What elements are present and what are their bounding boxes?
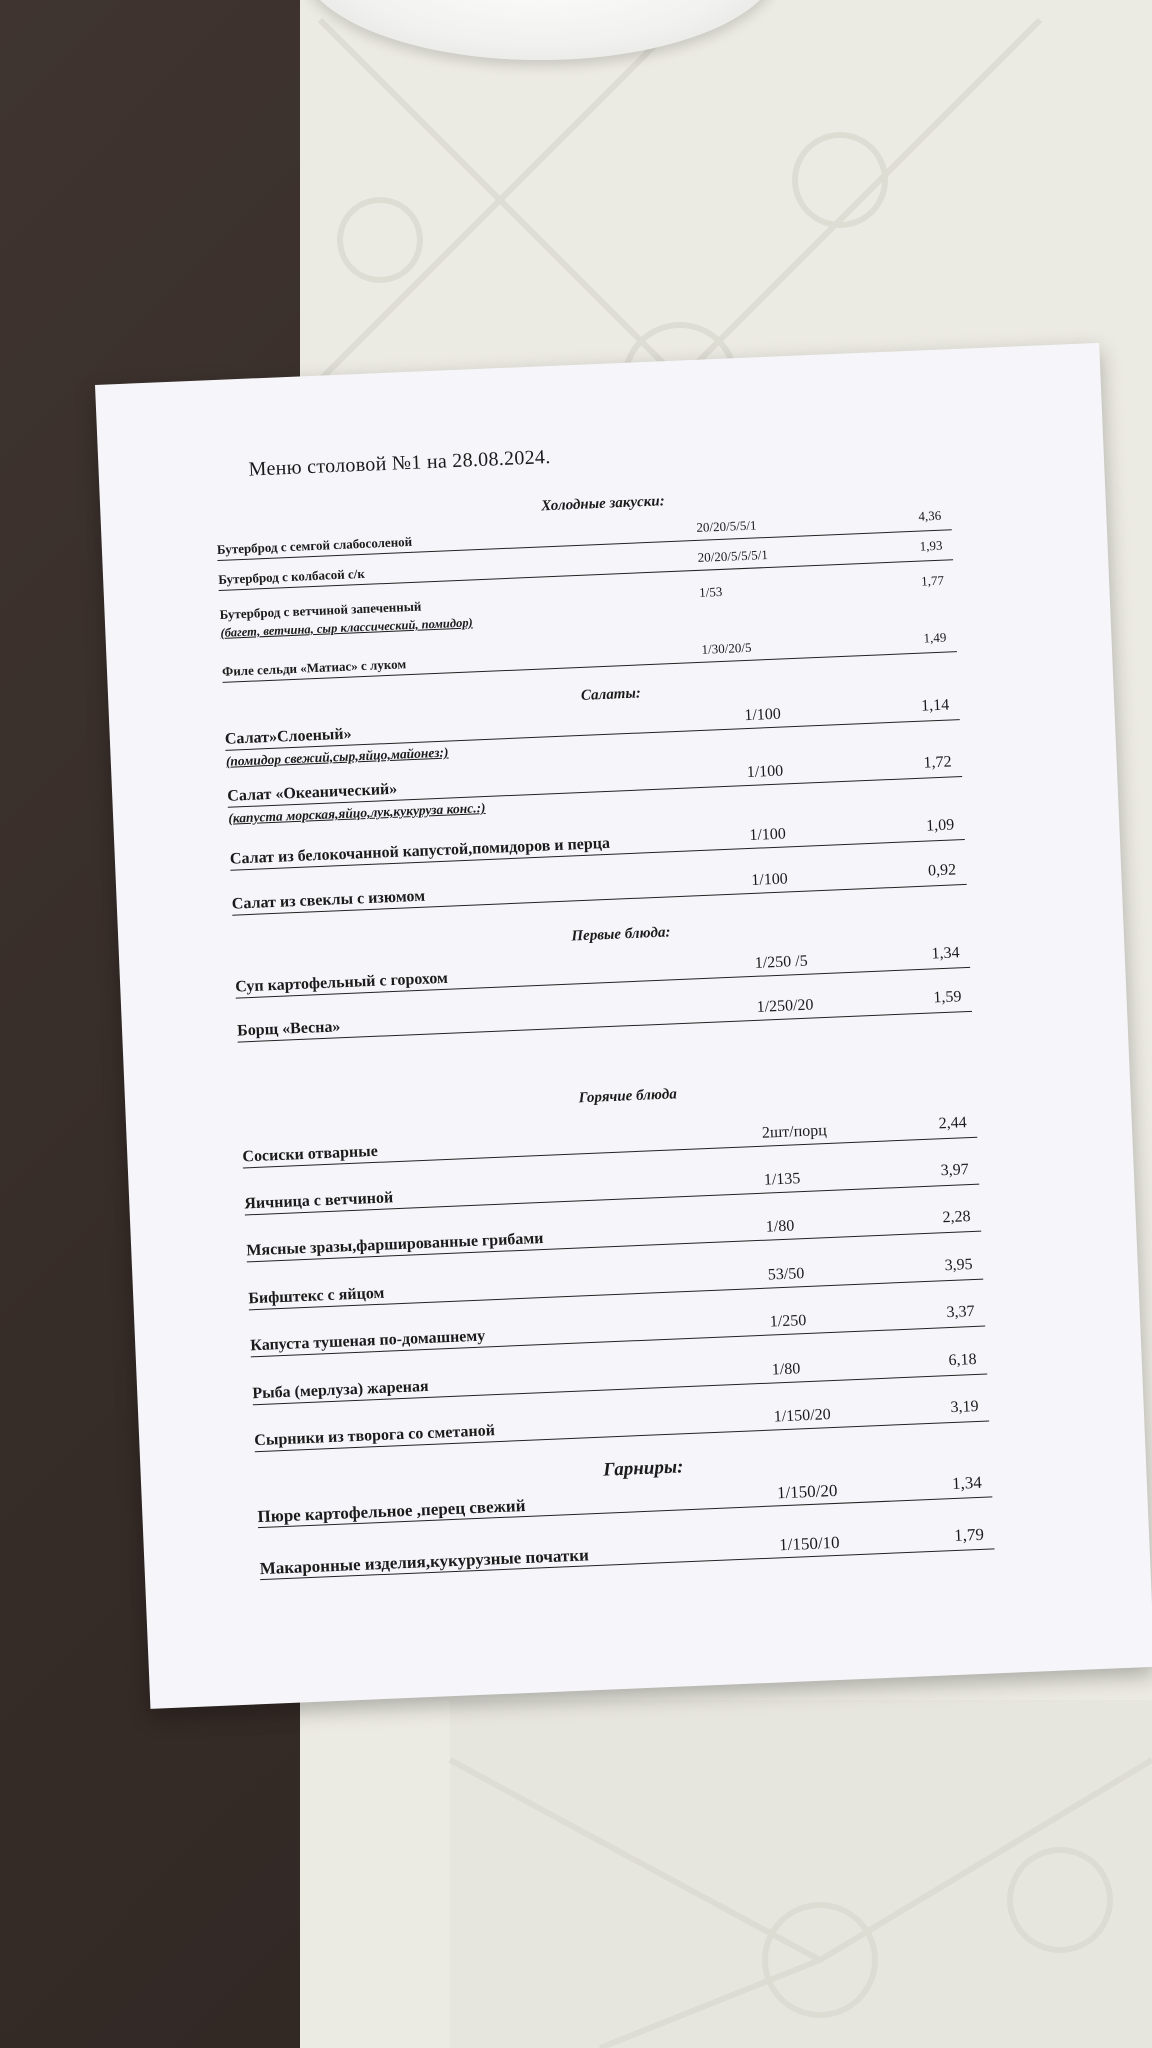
item-portion: 20/20/5/5/1: [696, 517, 757, 535]
menu-row: [250, 1302, 985, 1358]
item-name: Капуста тушеная по-домашнему: [250, 1327, 486, 1355]
section-heading-hot: Горячие блюда: [578, 1086, 678, 1107]
menu-sheet: [95, 343, 1152, 1709]
item-name: Бутерброд с ветчиной запеченный: [219, 598, 422, 622]
item-price: 3,95: [944, 1256, 973, 1275]
item-name: Яичница с ветчиной: [244, 1189, 394, 1213]
item-price: 1,34: [951, 1472, 983, 1494]
menu-row: [242, 1114, 977, 1169]
item-price: 1,79: [953, 1524, 985, 1546]
item-name: Бутерброд с семгой слабосоленой: [216, 533, 413, 558]
item-portion: 20/20/5/5/5/1: [697, 546, 769, 565]
item-portion: 1/100: [746, 762, 784, 782]
item-price: 1,77: [920, 572, 945, 589]
item-price: 1,59: [933, 988, 962, 1007]
item-portion: 1/250/20: [756, 996, 814, 1016]
item-portion: 1/250: [769, 1312, 807, 1331]
item-portion: 1/100: [750, 870, 789, 889]
item-price: 1,49: [923, 629, 947, 646]
menu-row: [252, 1350, 987, 1406]
item-note: (капуста морская,яйцо,лук,кукуруза конс.:): [227, 800, 486, 826]
item-name: Суп картофельный с горохом: [234, 969, 449, 996]
item-price: 3,97: [940, 1161, 969, 1180]
menu-title: Меню столовой №1 на 28.08.2024.: [248, 445, 551, 481]
item-portion: 53/50: [767, 1265, 805, 1284]
item-price: 1,09: [925, 816, 955, 835]
item-name: Салат из белокочанной капустой,помидоров и перца: [229, 834, 611, 868]
item-portion: 2шт/порц: [761, 1122, 828, 1142]
menu-row: [231, 861, 966, 916]
item-portion: 1/150/10: [778, 1532, 840, 1555]
item-price: 3,37: [946, 1302, 975, 1322]
item-name: Сырники из творога со сметаной: [253, 1422, 496, 1450]
item-portion: 1/80: [771, 1360, 801, 1379]
item-price: 3,19: [950, 1397, 979, 1417]
menu-row: [246, 1208, 981, 1263]
item-name: Макаронные изделия,кукурузные початки: [259, 1545, 590, 1579]
item-note: (помидор свежий,сыр,яйцо,майонез:): [225, 744, 449, 769]
section-heading-sides: Гарниры:: [602, 1456, 684, 1481]
item-price: 1,93: [919, 537, 943, 554]
item-name: Борщ «Весна»: [236, 1018, 341, 1040]
item-portion: 1/150/20: [773, 1406, 832, 1426]
item-name: Бифштекс с яйцом: [248, 1284, 385, 1308]
item-price: 1,34: [931, 944, 960, 963]
item-name: Пюре картофельное ,перец свежий: [257, 1495, 526, 1527]
menu-row: [253, 1397, 989, 1452]
item-name: Филе сельди «Матиас» с луком: [221, 656, 407, 679]
item-price: 1,14: [920, 696, 950, 715]
item-portion: 1/30/20/5: [701, 639, 752, 657]
item-name: Салат «Океанический»: [226, 780, 398, 805]
item-portion: 1/100: [749, 825, 787, 844]
menu-row: [248, 1256, 983, 1311]
item-price: 4,36: [918, 507, 942, 524]
item-name: Салат из свеклы с изюмом: [231, 887, 426, 913]
item-name: Салат»Слоеный»: [224, 725, 352, 748]
item-name: Сосиски отварные: [242, 1142, 379, 1166]
item-portion: 1/100: [744, 705, 782, 725]
item-portion: 1/150/20: [776, 1480, 838, 1503]
menu-row: [244, 1161, 979, 1216]
menu-row: [229, 816, 965, 871]
item-portion: 1/53: [698, 583, 723, 600]
section-heading-cold: Холодные закуски:: [540, 493, 666, 515]
item-price: 6,18: [948, 1350, 977, 1370]
item-price: 2,44: [938, 1114, 968, 1133]
item-price: 0,92: [927, 861, 957, 880]
item-name: Мясные зразы,фаршированные грибами: [246, 1229, 544, 1260]
item-portion: 1/80: [765, 1217, 795, 1236]
item-name: Рыба (мерлуза) жареная: [252, 1377, 429, 1403]
item-note: (багет, ветчина, сыр классический, помидор): [220, 615, 473, 640]
item-price: 2,28: [942, 1208, 971, 1227]
item-price: 1,72: [923, 753, 952, 772]
item-name: Бутерброд с колбасой с/к: [217, 565, 366, 588]
menu-row: [236, 988, 972, 1043]
section-heading-salads: Салаты:: [580, 685, 642, 704]
menu-row: [222, 631, 957, 683]
section-heading-first: Первые блюда:: [571, 924, 671, 945]
item-portion: 1/250 /5: [754, 952, 808, 972]
menu-row: [259, 1524, 994, 1580]
item-portion: 1/135: [763, 1170, 801, 1189]
